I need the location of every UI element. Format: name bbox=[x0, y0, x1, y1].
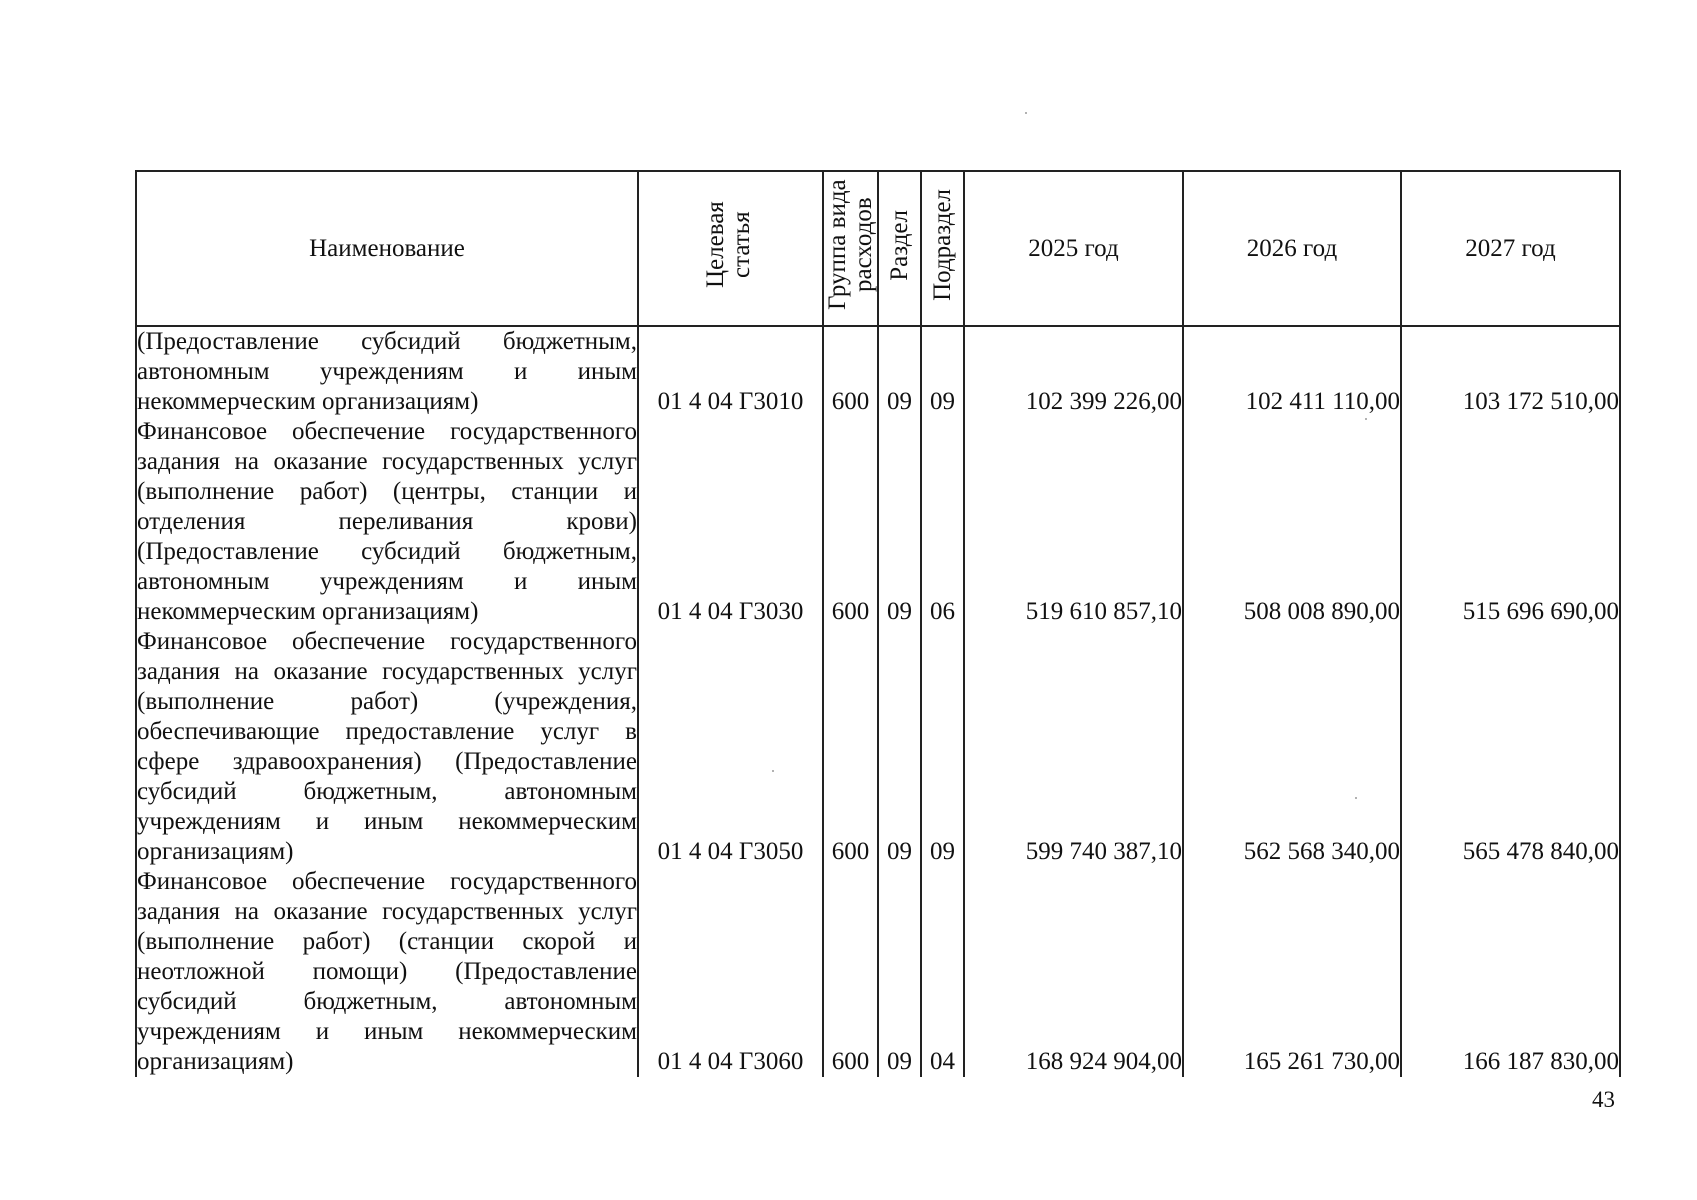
row-amount-2025: 519 610 857,10 bbox=[964, 417, 1183, 627]
row-amount-2027: 565 478 840,00 bbox=[1401, 627, 1620, 867]
row-target-article: 01 4 04 Г3010 bbox=[638, 326, 823, 417]
row-amount-2027: 515 696 690,00 bbox=[1401, 417, 1620, 627]
table-row bbox=[136, 867, 1620, 1077]
row-amount-2026: 508 008 890,00 bbox=[1183, 417, 1401, 627]
header-subsection: Подраздел bbox=[921, 171, 964, 326]
header-section: Раздел bbox=[878, 171, 921, 326]
scan-speck bbox=[772, 770, 774, 772]
table-row bbox=[136, 326, 1620, 417]
scan-speck bbox=[1365, 418, 1367, 420]
header-name: Наименование bbox=[136, 171, 638, 326]
page-number: 43 bbox=[1592, 1087, 1615, 1112]
row-expense-group: 600 bbox=[823, 326, 878, 417]
row-section: 09 bbox=[878, 627, 921, 867]
row-target-article: 01 4 04 Г3030 bbox=[638, 417, 823, 627]
header-year-2027: 2027 год bbox=[1401, 171, 1620, 326]
row-section: 09 bbox=[878, 326, 921, 417]
scan-speck bbox=[1355, 797, 1357, 799]
table-header-row bbox=[136, 171, 1620, 326]
header-year-2026: 2026 год bbox=[1183, 171, 1401, 326]
row-amount-2025: 102 399 226,00 bbox=[964, 326, 1183, 417]
budget-table bbox=[135, 170, 1621, 1077]
table-row bbox=[136, 417, 1620, 627]
row-expense-group: 600 bbox=[823, 867, 878, 1077]
row-expense-group: 600 bbox=[823, 627, 878, 867]
row-name: (Предоставление субсидий бюджетным, автономным учреждениям и иным некоммерческим организациям) bbox=[137, 328, 637, 415]
row-section: 09 bbox=[878, 867, 921, 1077]
row-target-article: 01 4 04 Г3060 bbox=[638, 867, 823, 1077]
row-amount-2027: 103 172 510,00 bbox=[1401, 326, 1620, 417]
row-target-article: 01 4 04 Г3050 bbox=[638, 627, 823, 867]
row-name: Финансовое обеспечение государственного задания на оказание государственных услуг (выполнение работ) (станции скорой и неотложной помощи) (Предоставление субсидий бюджетным, автономным учреждениям и иным некоммерческим организациям) bbox=[137, 868, 637, 1075]
row-subsection: 09 bbox=[921, 627, 964, 867]
row-name: Финансовое обеспечение государственного задания на оказание государственных услуг (выполнение работ) (центры, станции и отделения переливания крови) (Предоставление субсидий бюджетным, автономным учреждениям и иным некоммерческим организациям) bbox=[137, 418, 637, 625]
row-amount-2027: 166 187 830,00 bbox=[1401, 867, 1620, 1077]
row-subsection: 04 bbox=[921, 867, 964, 1077]
row-subsection: 06 bbox=[921, 417, 964, 627]
row-section: 09 bbox=[878, 417, 921, 627]
header-year-2025: 2025 год bbox=[964, 171, 1183, 326]
table-row bbox=[136, 627, 1620, 867]
row-name: Финансовое обеспечение государственного задания на оказание государственных услуг (выполнение работ) (учреждения, обеспечивающие предоставление услуг в сфере здравоохранения) (Предоставление субсидий бюджетным, автономным учреждениям и иным некоммерческим организациям) bbox=[137, 628, 637, 865]
row-subsection: 09 bbox=[921, 326, 964, 417]
row-amount-2025: 599 740 387,10 bbox=[964, 627, 1183, 867]
row-amount-2026: 102 411 110,00 bbox=[1183, 326, 1401, 417]
row-amount-2026: 562 568 340,00 bbox=[1183, 627, 1401, 867]
header-expense-group: Группа вида расходов bbox=[823, 171, 878, 326]
header-target-article: Целевая статья bbox=[638, 171, 823, 326]
scan-speck bbox=[1025, 112, 1027, 114]
row-amount-2025: 168 924 904,00 bbox=[964, 867, 1183, 1077]
row-amount-2026: 165 261 730,00 bbox=[1183, 867, 1401, 1077]
row-expense-group: 600 bbox=[823, 417, 878, 627]
